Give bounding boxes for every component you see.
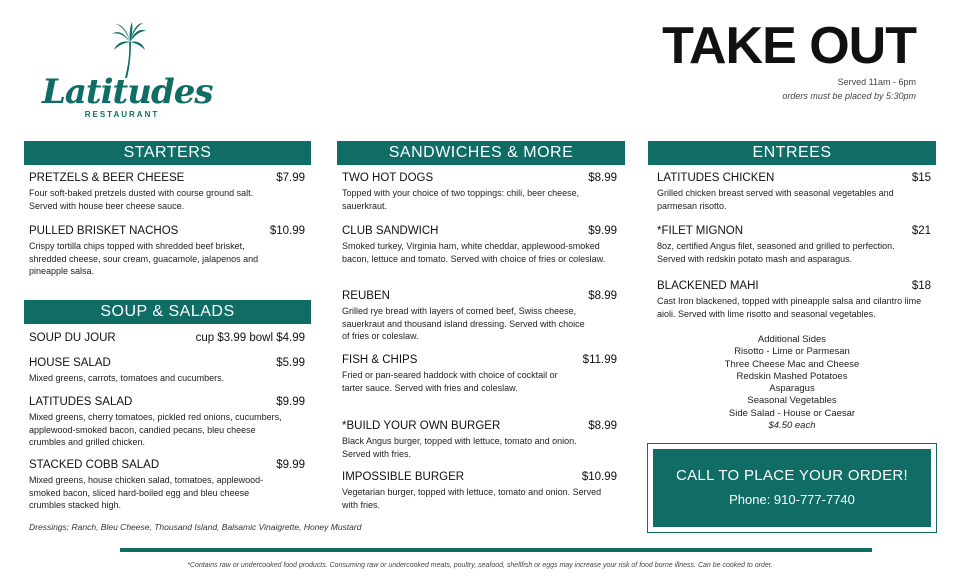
bottom-divider: [120, 548, 872, 552]
menu-item: [657, 225, 931, 265]
call-to-order-panel: [653, 449, 931, 527]
item-description: Grilled rye bread with layers of corned beef, Swiss cheese, sauerkraut and thousand island dressing. Served with choice of fries or coleslaw.: [342, 306, 585, 341]
item-price: cup $3.99 bowl $4.99: [195, 332, 305, 344]
item-description: Four soft-baked pretzels dusted with course ground salt. Served with house beer cheese sauce.: [29, 188, 254, 211]
item-description: Topped with your choice of two toppings: chili, beer cheese, sauerkraut.: [342, 188, 580, 211]
item-price: $10.99: [269, 225, 305, 237]
item-description: Cast Iron blackened, topped with pineapple salsa and cilantro lime aioli. Served with lime risotto and seasonal vegetables.: [657, 296, 922, 319]
menu-item: [342, 172, 617, 212]
item-price: $18: [911, 280, 931, 292]
item-price: $10.99: [581, 471, 617, 483]
item-name: STACKED COBB SALAD: [29, 459, 160, 471]
menu-item: [342, 354, 617, 394]
item-price: $9.99: [276, 396, 305, 408]
item-name: REUBEN: [342, 290, 390, 302]
item-description: Smoked turkey, Virginia ham, white cheddar, applewood-smoked bacon, lettuce and tomato. Served with choice of fries or coleslaw.: [342, 241, 606, 264]
item-description: 8oz, certified Angus filet, seasoned and grilled to perfection. Served with redskin potato mash and asparagus.: [657, 241, 895, 264]
item-name: CLUB SANDWICH: [342, 225, 439, 237]
menu-item: [29, 332, 305, 344]
menu-item: [342, 420, 617, 460]
item-name: SOUP DU JOUR: [29, 332, 116, 344]
order-deadline-note: orders must be placed by 5:30pm: [782, 91, 916, 101]
call-to-order-box: [647, 443, 937, 533]
menu-item: [29, 172, 305, 212]
item-description: Crispy tortilla chips topped with shredded beef brisket, shredded cheese, sour cream, guacamole, jalapenos and pineapple salsa.: [29, 241, 259, 276]
item-description: Grilled chicken breast served with seasonal vegetables and parmesan risotto.: [657, 188, 894, 211]
soup-salads-banner: SOUP & SALADS: [24, 300, 311, 324]
item-description: Black Angus burger, topped with lettuce, tomato and onion. Served with fries.: [342, 436, 577, 459]
item-price: $15: [911, 172, 931, 184]
menu-item: [342, 290, 617, 343]
restaurant-logo: [42, 22, 213, 122]
side-item: Side Salad - House or Caesar: [728, 407, 856, 419]
item-price: $8.99: [588, 420, 617, 432]
item-description: Mixed greens, house chicken salad, tomatoes, applewood-smoked bacon, sliced hard-boiled egg and bleu cheese crumbles stacked high.: [29, 475, 264, 510]
sides-title: Additional Sides: [757, 334, 827, 345]
menu-item: [657, 280, 931, 320]
menu-item: [29, 459, 305, 512]
side-item: Redskin Mashed Potatoes: [736, 370, 848, 382]
item-name: PRETZELS & BEER CHEESE: [29, 172, 185, 184]
item-price: $21: [911, 225, 931, 237]
item-name: LATITUDES CHICKEN: [657, 172, 775, 184]
side-item: Risotto - Lime or Parmesan: [734, 346, 850, 358]
side-item: Seasonal Vegetables: [747, 395, 837, 407]
item-price: $8.99: [588, 290, 617, 302]
call-to-order-title: CALL TO PLACE YOUR ORDER!: [675, 467, 909, 484]
starters-banner: STARTERS: [24, 141, 311, 165]
raw-food-disclaimer: *Contains raw or undercooked food products. Consuming raw or undercooked meats, poultry, seafood, shellfish or eggs may increase your risk of food borne illness. Can be cooked to order.: [187, 562, 773, 569]
item-name: BLACKENED MAHI: [657, 280, 759, 292]
menu-item: [342, 225, 617, 265]
page-title: TAKE OUT: [662, 17, 916, 75]
phone-number[interactable]: Phone: 910-777-7740: [729, 492, 855, 507]
logo-wordmark: Latitudes: [42, 72, 213, 112]
item-name: FISH & CHIPS: [342, 354, 418, 366]
additional-sides: [648, 334, 936, 432]
sandwiches-banner: SANDWICHES & MORE: [337, 141, 625, 165]
item-name: TWO HOT DOGS: [342, 172, 434, 184]
item-description: Mixed greens, carrots, tomatoes and cucumbers.: [29, 373, 225, 383]
item-price: $7.99: [276, 172, 305, 184]
item-description: Vegetarian burger, topped with lettuce, tomato and onion. Served with fries.: [342, 487, 602, 510]
palm-tree-icon: [112, 22, 146, 78]
logo-subtitle: RESTAURANT: [84, 110, 160, 119]
menu-item: [342, 471, 617, 511]
item-name: LATITUDES SALAD: [29, 396, 133, 408]
item-price: $9.99: [276, 459, 305, 471]
menu-item: [29, 396, 305, 449]
menu-item: [29, 357, 305, 385]
item-price: $11.99: [582, 354, 617, 366]
item-price: $9.99: [588, 225, 617, 237]
side-item: Asparagus: [769, 383, 815, 395]
item-name: PULLED BRISKET NACHOS: [29, 225, 179, 237]
item-price: $5.99: [276, 357, 305, 369]
item-name: IMPOSSIBLE BURGER: [342, 471, 465, 483]
item-price: $8.99: [588, 172, 617, 184]
item-name: *FILET MIGNON: [657, 225, 744, 237]
item-name: HOUSE SALAD: [29, 357, 111, 369]
item-description: Fried or pan-seared haddock with choice of cocktail or tarter sauce. Served with fries and coleslaw.: [342, 370, 558, 393]
menu-item: [29, 225, 305, 278]
side-item: Three Cheese Mac and Cheese: [724, 358, 860, 370]
item-name: *BUILD YOUR OWN BURGER: [342, 420, 501, 432]
item-description: Mixed greens, cherry tomatoes, pickled red onions, cucumbers, applewood-smoked bacon, candied pecans, bleu cheese crumbles and grilled chicken.: [29, 412, 282, 447]
menu-item: [657, 172, 931, 212]
sides-price: $4.50 each: [768, 420, 816, 432]
service-hours: Served 11am - 6pm: [837, 77, 916, 87]
entrees-banner: ENTREES: [648, 141, 936, 165]
dressings-note: Dressings: Ranch, Bleu Cheese, Thousand Island, Balsamic Vinaigrette, Honey Mustard: [29, 522, 362, 532]
